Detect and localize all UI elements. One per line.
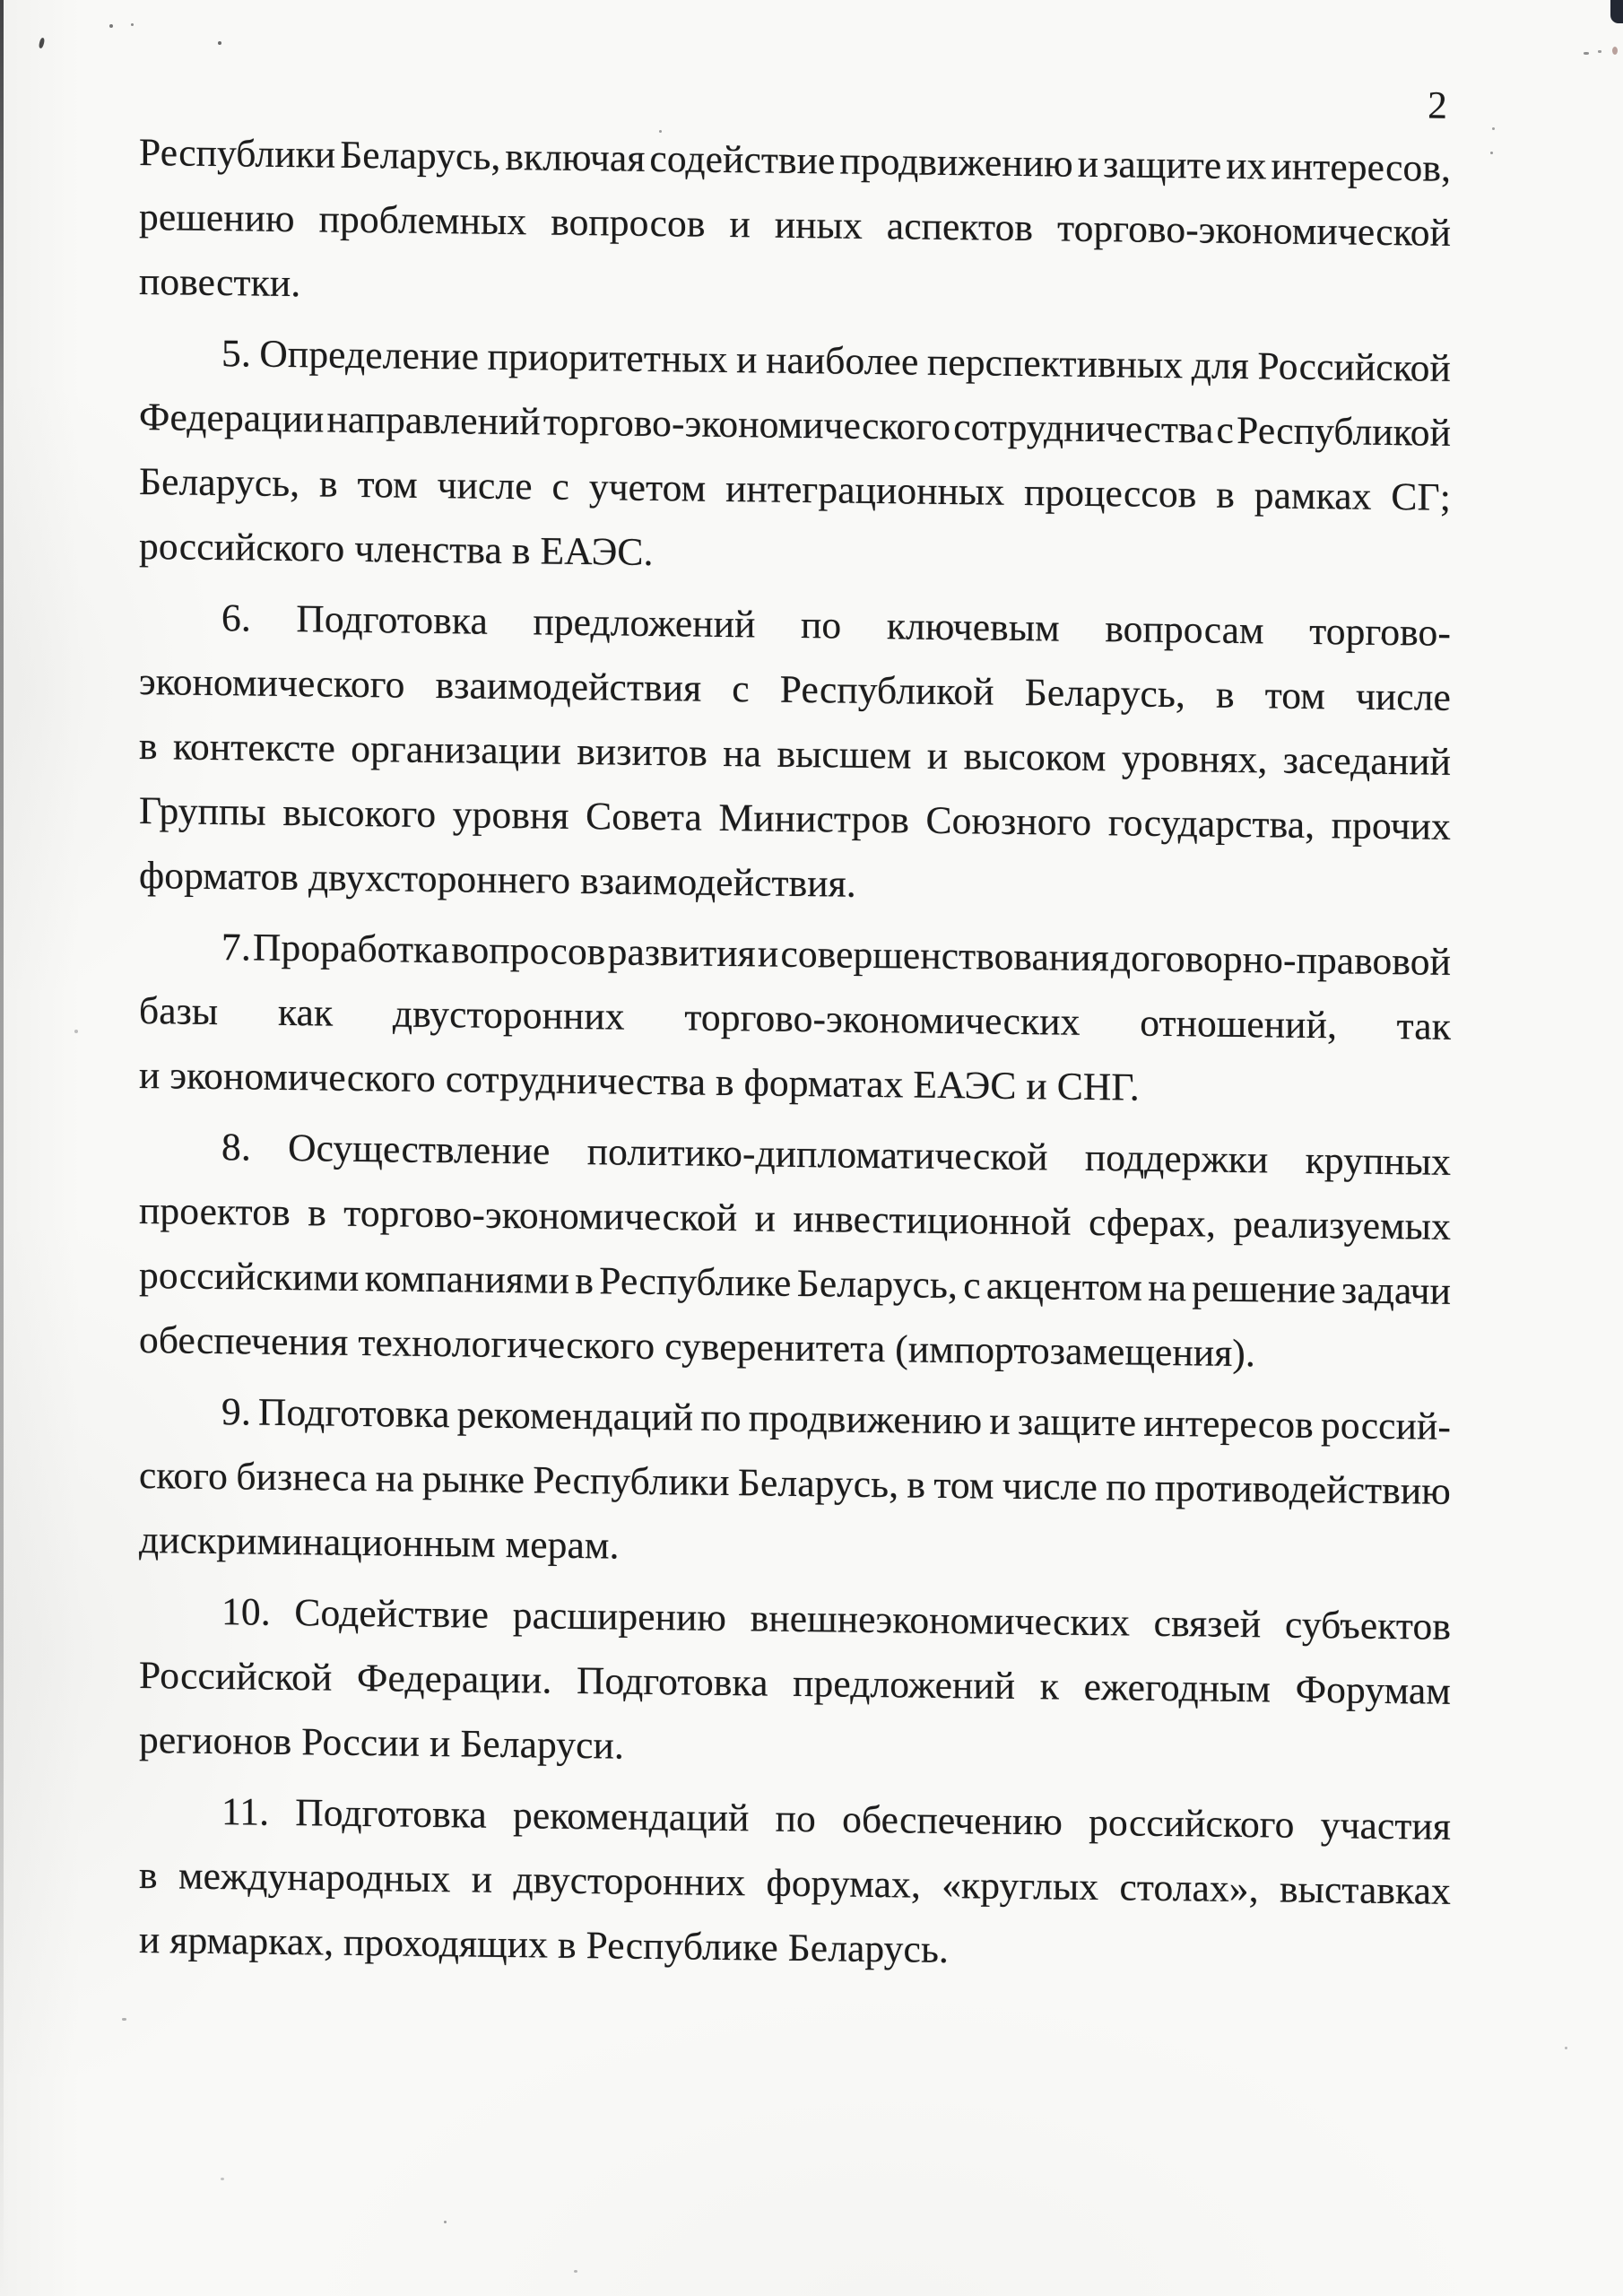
word: проблемных (318, 197, 527, 244)
word: в (139, 1854, 158, 1898)
word: защите (1017, 1399, 1137, 1445)
word: субъектов (1285, 1603, 1451, 1648)
word: на (1148, 1265, 1186, 1310)
scan-speck (444, 2221, 447, 2223)
word: международных (178, 1854, 451, 1901)
word: защите (1103, 143, 1222, 187)
word: иных (774, 203, 863, 248)
text-line: регионов России и Беларуси. (139, 1718, 624, 1768)
word: как (277, 990, 334, 1035)
word: рекомендаций (512, 1794, 750, 1840)
paragraphs-container (139, 120, 1451, 1988)
word: направлений (326, 397, 541, 444)
scan-speck (122, 2018, 126, 2021)
word: выставках (1280, 1867, 1451, 1913)
word: и (729, 203, 751, 247)
word: аспектов (886, 204, 1034, 250)
word: 7. (221, 926, 251, 970)
word: совершенствования (780, 932, 1109, 980)
paragraph (139, 585, 1451, 924)
paragraph (139, 1779, 1451, 1988)
word: 6. (221, 596, 251, 640)
scan-speck (131, 23, 134, 26)
word: Определение (259, 332, 480, 378)
scan-speck (1584, 52, 1589, 55)
word: уровня (452, 793, 569, 838)
word: Беларусь, (796, 1261, 958, 1308)
word: проектов (139, 1189, 291, 1235)
word: Группы (139, 789, 266, 834)
word: том (357, 462, 418, 507)
word: в (907, 1463, 926, 1507)
word: организации (351, 726, 561, 773)
word: Министров (718, 796, 909, 842)
paragraph (139, 1578, 1451, 1788)
word: Федерации (139, 396, 325, 441)
scan-edge-shadow (0, 0, 4, 2296)
word: Республике (599, 1259, 792, 1305)
word: Беларусь, (139, 460, 300, 506)
word: Проработка (252, 926, 450, 972)
word: поддержки (1084, 1135, 1269, 1182)
word: ежегодным (1083, 1665, 1271, 1711)
text-line: российского членства в ЕАЭС. (139, 525, 654, 575)
word: решению (139, 196, 295, 241)
word: наиболее (766, 338, 919, 384)
scan-corner-smudge (1612, 47, 1618, 55)
paragraph (139, 914, 1451, 1124)
word: интересов (1143, 1401, 1314, 1448)
scan-speck (1490, 152, 1493, 154)
word: на (723, 731, 762, 776)
page-number: 2 (1428, 83, 1447, 127)
word: Федерации. (357, 1656, 552, 1702)
text-line: и экономического сотрудничества в форматах ЕАЭС и СНГ. (139, 1054, 1140, 1109)
word: участия (1320, 1804, 1451, 1848)
scan-speck (1598, 50, 1601, 53)
word: бизнеса (236, 1455, 368, 1500)
word: политико-дипломатической (586, 1130, 1048, 1179)
word: вопросам (1105, 607, 1264, 653)
word: реализуемых (1233, 1202, 1451, 1248)
word: контексте (173, 725, 335, 770)
word: «круглых (942, 1863, 1099, 1909)
scan-corner-artifact (1610, 0, 1623, 23)
word: предложений (793, 1661, 1016, 1708)
word: 10. (221, 1590, 271, 1634)
word: интеграционных (725, 466, 1005, 514)
word: вопросов (451, 928, 606, 974)
word: акцентом (985, 1264, 1142, 1309)
word: экономического (139, 660, 405, 707)
word: к (1039, 1665, 1059, 1709)
word: СГ; (1391, 475, 1451, 519)
word: отношений, (1140, 1001, 1337, 1048)
word: с (551, 465, 569, 509)
scan-speck (574, 2270, 577, 2273)
word: 8. (221, 1126, 251, 1170)
word: Российской (139, 1654, 333, 1700)
word: и (757, 932, 779, 976)
word: предложений (533, 600, 756, 647)
word: развития (607, 930, 756, 976)
word: и (989, 1399, 1011, 1443)
word: рекомендаций (456, 1393, 694, 1439)
word: обеспечению (842, 1797, 1063, 1844)
text-line: и ярмарках, проходящих в Республике Беларусь. (139, 1918, 949, 1972)
scan-speck (39, 38, 46, 49)
word: взаимодействия (435, 664, 702, 710)
word: Беларусь, (1024, 671, 1185, 717)
text-line: обеспечения технологического суверенитета (импортозамещения). (139, 1318, 1255, 1376)
word: в (1216, 473, 1235, 517)
word: противодействию (1154, 1465, 1451, 1513)
word: по (775, 1796, 816, 1841)
word: российскими (139, 1254, 360, 1300)
word: российского (1089, 1800, 1295, 1847)
word: рынке (421, 1457, 525, 1502)
word: высшем (777, 732, 912, 778)
word: в (575, 1258, 594, 1303)
word: Форумам (1295, 1667, 1451, 1713)
word: Республики (139, 131, 336, 177)
text-line: форматов двухстороннего взаимодействия. (139, 854, 856, 906)
word: том (1264, 674, 1325, 718)
word: с (1216, 408, 1234, 452)
word: числе (1355, 674, 1451, 719)
word: торгово- (1309, 609, 1451, 655)
word: внешнеэкономических (750, 1596, 1130, 1645)
word: договорно-правовой (1110, 936, 1451, 984)
word: крупных (1305, 1138, 1451, 1184)
scan-speck (109, 24, 113, 28)
word: и (754, 1196, 777, 1240)
word: столах», (1119, 1866, 1259, 1911)
word: так (1396, 1004, 1451, 1048)
word: задачи (1341, 1268, 1451, 1313)
word: расширению (512, 1594, 727, 1640)
word: Республикой (779, 667, 994, 714)
paragraph (139, 120, 1451, 330)
word: сферах, (1089, 1200, 1216, 1246)
word: двусторонних (513, 1858, 746, 1905)
text-line: повестки. (139, 260, 301, 306)
word: процессов (1024, 471, 1197, 517)
word: торгово-экономического (542, 400, 951, 449)
word: их (1226, 144, 1267, 188)
word: включая (505, 135, 646, 180)
word: и (736, 338, 758, 382)
word: содействие (649, 136, 836, 183)
word: визитов (577, 729, 707, 775)
word: и (1077, 142, 1099, 187)
word: государства, (1107, 801, 1315, 848)
word: прочих (1331, 804, 1451, 848)
word: числе (437, 464, 533, 509)
word: учетом (588, 465, 707, 510)
word: продвижению (748, 1396, 983, 1443)
scan-speck (1492, 127, 1495, 130)
word: 11. (221, 1790, 270, 1834)
word: в (139, 725, 158, 769)
word: инвестиционной (793, 1196, 1072, 1244)
paragraph (139, 1114, 1451, 1388)
scan-speck (1565, 2047, 1567, 2049)
word: Союзного (925, 798, 1092, 844)
word: вопросов (551, 200, 706, 246)
word: двусторонних (392, 992, 625, 1039)
word: россий- (1320, 1404, 1451, 1448)
word: Республики (533, 1458, 730, 1505)
word: и (926, 734, 949, 778)
word: Республикой (1237, 408, 1451, 455)
word: торгово-экономической (1057, 206, 1451, 255)
word: 9. (221, 1390, 251, 1434)
word: Российской (1257, 344, 1451, 390)
word: в (319, 462, 338, 506)
scan-speck (74, 1030, 78, 1033)
word: высокого (282, 790, 437, 837)
word: продвижению (839, 139, 1073, 186)
word: перспективных (926, 340, 1184, 387)
word: высоком (963, 735, 1107, 780)
paragraph (139, 320, 1451, 595)
word: форумах, (766, 1861, 921, 1907)
word: Подготовка (296, 597, 488, 643)
word: интересов, (1271, 144, 1451, 190)
word: для (1191, 344, 1249, 388)
text-block (139, 66, 1451, 1995)
word: ключевым (886, 604, 1060, 650)
word: Беларусь, (737, 1461, 899, 1507)
scan-speck (221, 2178, 224, 2180)
scan-speck (218, 41, 221, 45)
word: компаниями (364, 1257, 570, 1302)
word: с (732, 667, 750, 711)
word: заседаний (1282, 738, 1451, 784)
word: по (700, 1396, 742, 1440)
word: приоритетных (487, 335, 728, 382)
word: Содействие (294, 1591, 490, 1637)
word: Подготовка (576, 1658, 768, 1705)
word: Подготовка (258, 1390, 450, 1437)
word: сотрудничества (953, 405, 1214, 452)
word: Подготовка (295, 1791, 487, 1837)
word: Совета (586, 795, 702, 839)
word: по (801, 604, 842, 648)
word: рамках (1254, 474, 1372, 518)
word: уровнях, (1121, 736, 1268, 782)
word: связей (1153, 1601, 1262, 1647)
paragraph (139, 1378, 1451, 1588)
word: в (308, 1191, 326, 1235)
word: Беларусь, (340, 133, 501, 178)
word: с (963, 1264, 981, 1308)
word: на (375, 1457, 414, 1500)
word: решение (1192, 1266, 1336, 1312)
word: по (1106, 1465, 1147, 1509)
word: торгово-экономической (343, 1191, 738, 1240)
word: том (933, 1463, 994, 1508)
word: и (471, 1857, 493, 1901)
word: в (1215, 673, 1235, 717)
word: 5. (221, 332, 251, 376)
word: ского (139, 1454, 228, 1499)
word: торгово-экономических (684, 996, 1081, 1044)
word: числе (1002, 1464, 1098, 1509)
word: базы (139, 989, 219, 1034)
text-line: дискриминационным мерам. (139, 1518, 620, 1568)
word: Осуществление (288, 1126, 551, 1173)
